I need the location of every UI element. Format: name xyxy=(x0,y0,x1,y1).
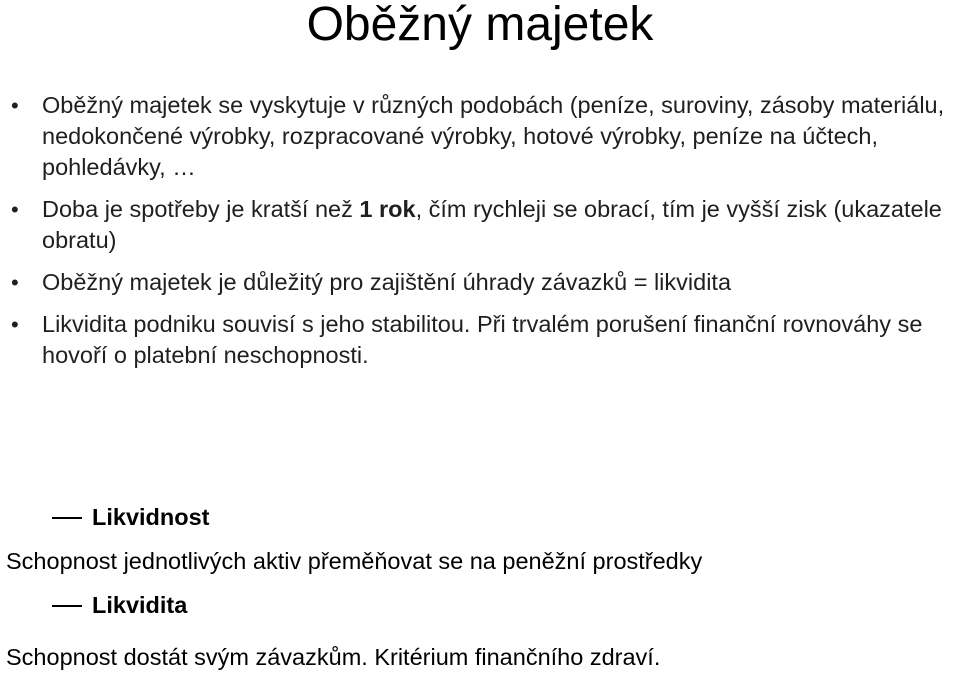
dash-icon xyxy=(52,605,82,607)
bullet-item xyxy=(10,267,950,298)
bullet-icon: • xyxy=(11,197,19,222)
bullet-text: Likvidita podniku souvisí s jeho stabilitou. Při trvalém porušení finanční rovnováhy se hovoří o platební neschopnosti. xyxy=(42,311,923,368)
bullet-text: , čím rychleji se obrací, tím je vyšší zisk (ukazatele obratu) xyxy=(42,196,942,253)
definition-description: Schopnost dostát svým závazkům. Kritérium finančního zdraví. xyxy=(6,644,661,670)
slide-title: Oběžný majetek xyxy=(306,0,654,51)
bullet-emphasis: 1 rok xyxy=(359,196,416,222)
bullet-item xyxy=(10,90,950,183)
definition-term-label: Likvidita xyxy=(92,592,188,618)
definition-description: Schopnost jednotlivých aktiv přeměňovat se na peněžní prostředky xyxy=(6,548,703,574)
bullet-list xyxy=(10,90,950,382)
bullet-text: Doba je spotřeby je kratší než xyxy=(42,196,360,222)
bullet-item xyxy=(10,309,950,371)
definition-term-label: Likvidnost xyxy=(92,504,210,530)
bullet-icon: • xyxy=(11,93,19,118)
bullet-item xyxy=(10,194,950,256)
bullet-text: Oběžný majetek se vyskytuje v různých podobách (peníze, suroviny, zásoby materiálu, nedokončené výrobky, rozpracované výrobky, hotové výrobky, peníze na účtech, pohledávky, … xyxy=(42,92,945,180)
bullet-text: Oběžný majetek je důležitý pro zajištění úhrady závazků = likvidita xyxy=(42,269,732,295)
bullet-icon: • xyxy=(11,270,19,295)
definition-term xyxy=(52,590,187,621)
bullet-icon: • xyxy=(11,312,19,337)
definition-term xyxy=(52,502,210,533)
dash-icon xyxy=(52,517,82,519)
